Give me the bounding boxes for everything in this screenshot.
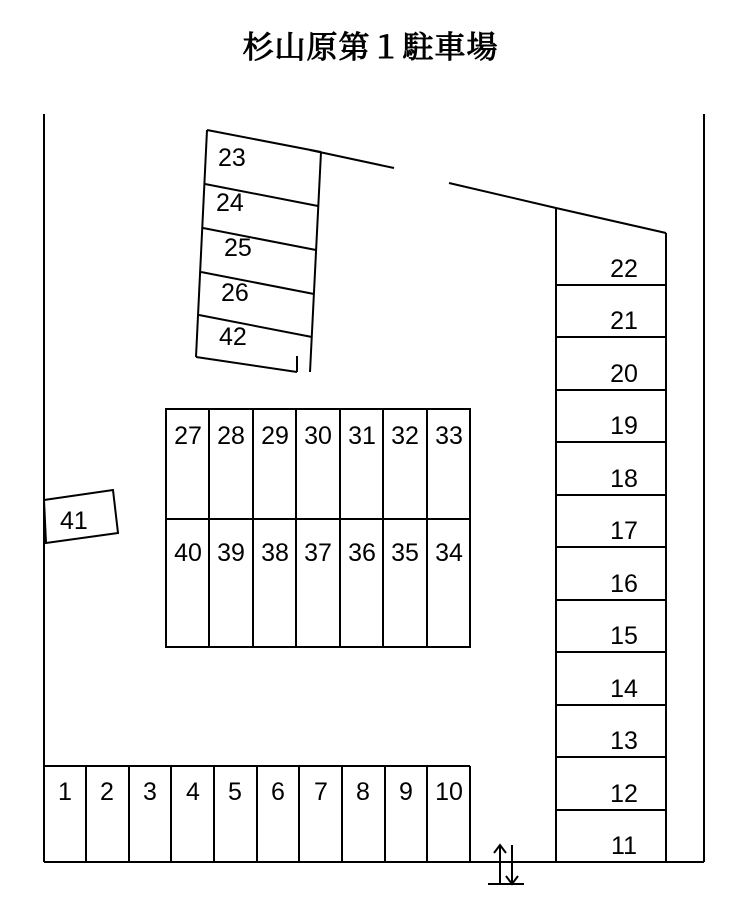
stall-label-37: 37 <box>304 539 332 567</box>
stall-label-14: 14 <box>610 675 638 703</box>
stall-label-34: 34 <box>435 539 463 567</box>
stall-label-1: 1 <box>58 778 72 806</box>
stall-label-27: 27 <box>174 422 202 450</box>
stall-label-30: 30 <box>304 422 332 450</box>
entrance-arrows <box>488 845 524 884</box>
bottom-row-block-labels <box>58 778 463 806</box>
stall-label-31: 31 <box>348 422 376 450</box>
stall-label-4: 4 <box>186 778 200 806</box>
stall-label-8: 8 <box>356 778 370 806</box>
stall-label-19: 19 <box>610 412 638 440</box>
stall-label-2: 2 <box>100 778 114 806</box>
stall-label-23: 23 <box>218 144 246 172</box>
stall-label-22: 22 <box>610 255 638 283</box>
stall-label-28: 28 <box>217 422 245 450</box>
stall-label-40: 40 <box>174 539 202 567</box>
stall-label-29: 29 <box>261 422 289 450</box>
stall-label-26: 26 <box>221 279 249 307</box>
center-grid-top-row-labels <box>174 422 463 450</box>
stall-label-15: 15 <box>610 622 638 650</box>
stall-label-10: 10 <box>435 778 463 806</box>
stall-label-16: 16 <box>610 570 638 598</box>
stall-label-11: 11 <box>611 832 637 860</box>
center-grid-bottom-row-labels <box>174 539 463 567</box>
stall-label-18: 18 <box>610 465 638 493</box>
stall-label-20: 20 <box>610 360 638 388</box>
stall-label-41: 41 <box>60 507 88 535</box>
stall-label-12: 12 <box>610 780 638 808</box>
stall-label-42: 42 <box>219 323 247 351</box>
stall-label-9: 9 <box>399 778 413 806</box>
stall-label-39: 39 <box>217 539 245 567</box>
stall-label-24: 24 <box>216 189 244 217</box>
stall-label-5: 5 <box>228 778 242 806</box>
stall-label-33: 33 <box>435 422 463 450</box>
stall-label-3: 3 <box>143 778 157 806</box>
stall-label-13: 13 <box>610 727 638 755</box>
right-column-block-labels <box>610 255 638 860</box>
stall-label-32: 32 <box>391 422 419 450</box>
page-title: 杉山原第１駐車場 <box>242 30 499 65</box>
stall-label-17: 17 <box>610 517 638 545</box>
stall-label-25: 25 <box>224 234 252 262</box>
stall-label-36: 36 <box>348 539 376 567</box>
stall-label-21: 21 <box>610 307 638 335</box>
stall-label-6: 6 <box>271 778 285 806</box>
stall-label-7: 7 <box>314 778 328 806</box>
stall-label-38: 38 <box>261 539 289 567</box>
stall-label-35: 35 <box>391 539 419 567</box>
lot-boundary <box>44 114 704 862</box>
